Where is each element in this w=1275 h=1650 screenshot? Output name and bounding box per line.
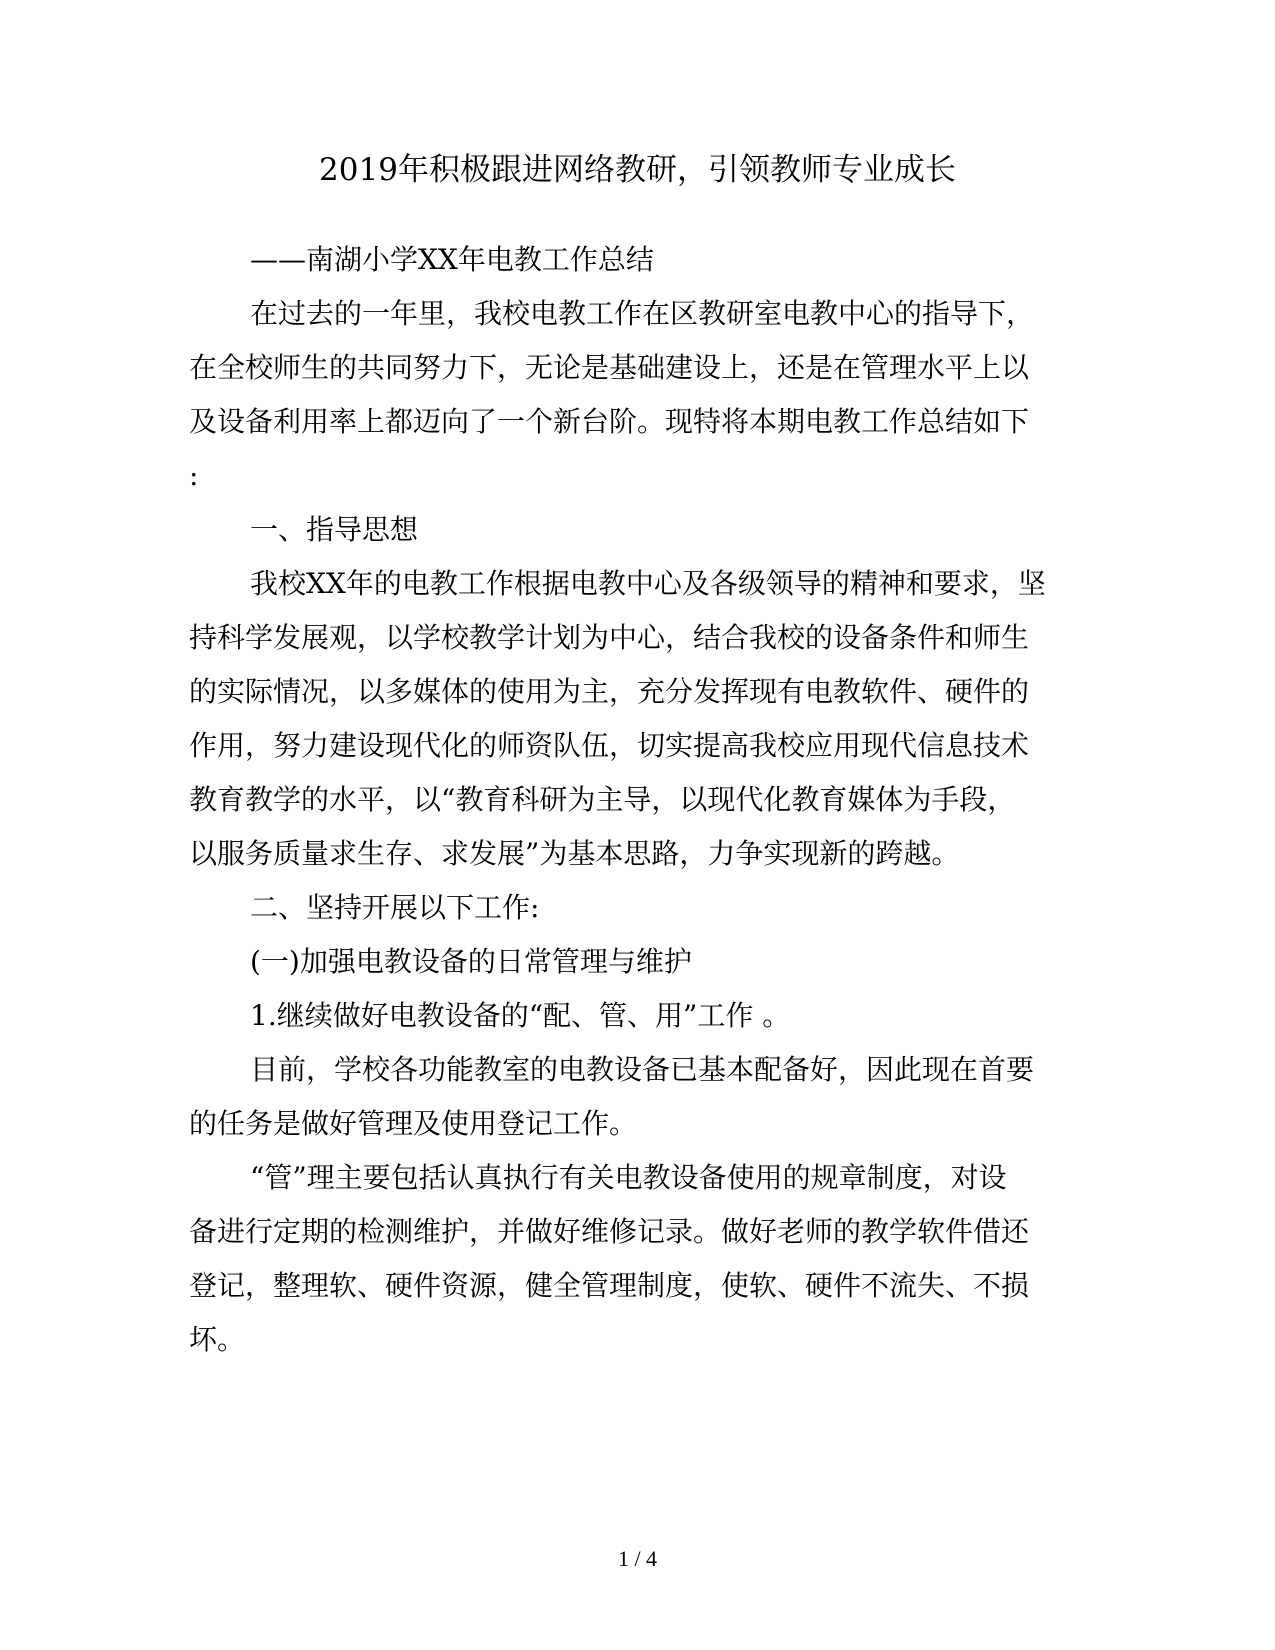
section1-line-6: 以服务质量求生存、求发展”为基本思路，力争实现新的跨越。: [189, 837, 960, 870]
intro-line-2: 在全校师生的共同努力下，无论是基础建设上，还是在管理水平上以: [189, 351, 1030, 384]
item1-line-2: 的任务是做好管理及使用登记工作。: [189, 1107, 638, 1140]
section2-heading: 二、坚持开展以下工作:: [250, 891, 540, 924]
section1-line-3: 的实际情况，以多媒体的使用为主，充分发挥现有电教软件、硬件的: [189, 675, 1030, 708]
management-line-1: “管”理主要包括认真执行有关电教设备使用的规章制度，对设: [250, 1161, 1007, 1194]
item1-heading: 1.继续做好电教设备的“配、管、用”工作 。: [250, 999, 791, 1032]
section1-line-5: 教育教学的水平，以“教育科研为主导，以现代化教育媒体为手段，: [189, 783, 1016, 816]
management-line-3: 登记，整理软、硬件资源，健全管理制度，使软、硬件不流失、不损: [189, 1269, 1030, 1302]
section1-line-2: 持科学发展观，以学校教学计划为中心，结合我校的设备条件和师生: [189, 621, 1030, 654]
intro-line-4: :: [189, 459, 199, 492]
page-number: 1 / 4: [617, 1546, 658, 1571]
document-title: 2019年积极跟进网络教研，引领教师专业成长: [319, 152, 956, 188]
section1-line-4: 作用，努力建设现代化的师资队伍，切实提高我校应用现代信息技术: [189, 729, 1030, 762]
section1-line-1: 我校XX年的电教工作根据电教中心及各级领导的精神和要求，坚: [250, 567, 1046, 600]
section1-heading: 一、指导思想: [250, 513, 419, 546]
management-line-4: 坏。: [189, 1323, 246, 1356]
item1-line-1: 目前，学校各功能教室的电教设备已基本配备好，因此现在首要: [250, 1053, 1035, 1086]
intro-line-1: 在过去的一年里，我校电教工作在区教研室电教中心的指导下，: [250, 297, 1035, 330]
intro-line-3: 及设备利用率上都迈向了一个新台阶。现特将本期电教工作总结如下: [189, 405, 1030, 438]
subsection1-heading: (一)加强电教设备的日常管理与维护: [250, 945, 692, 978]
document-subtitle: ——南湖小学XX年电教工作总结: [250, 243, 654, 276]
management-line-2: 备进行定期的检测维护，并做好维修记录。做好老师的教学软件借还: [189, 1215, 1030, 1248]
